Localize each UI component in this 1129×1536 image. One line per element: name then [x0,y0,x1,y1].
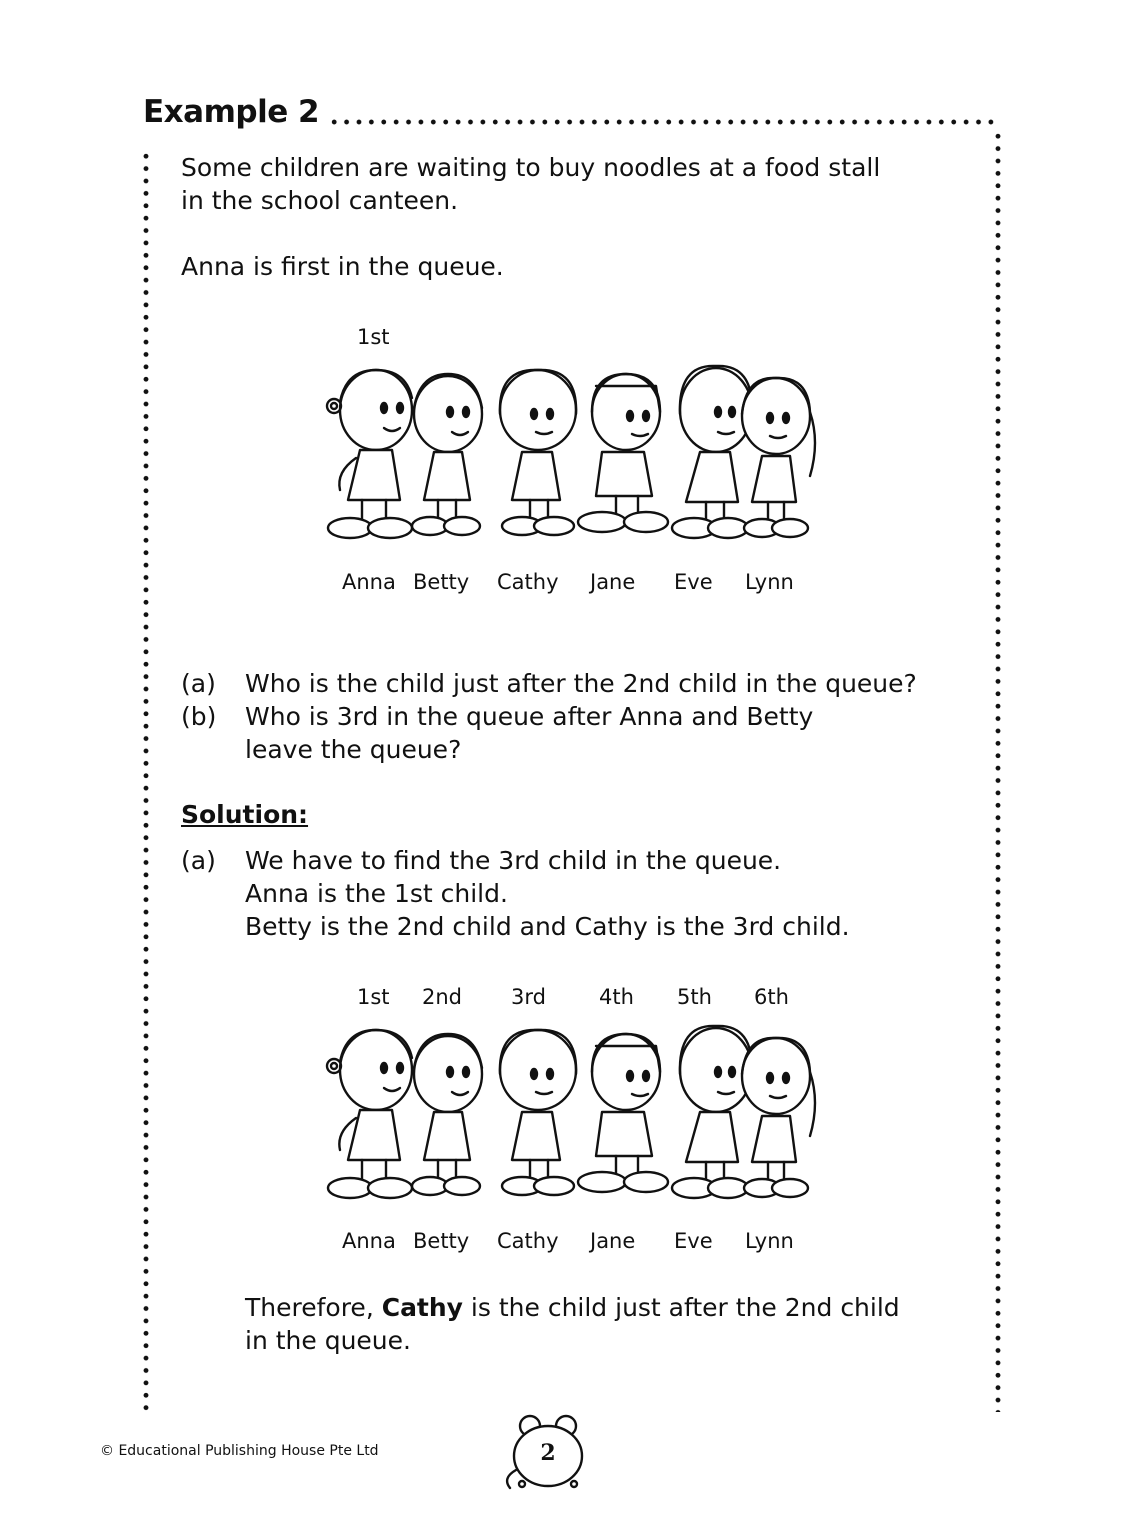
child-name-label: Lynn [745,1229,794,1253]
ordinal-label: 4th [599,985,634,1009]
child-figure [327,370,412,538]
ordinal-label: 3rd [511,985,546,1009]
child-figure [327,1030,412,1198]
ordinal-label: 1st [357,985,390,1009]
child-name-label: Cathy [497,1229,559,1253]
solution-line-3: Betty is the 2nd child and Cathy is the 3rd child. [245,912,850,941]
child-figure [500,1030,576,1195]
ordinal-label-1st: 1st [357,325,390,349]
child-name-label: Eve [674,1229,713,1253]
dotted-border-right [994,130,1002,1412]
intro-line-2: in the school canteen. [181,186,459,215]
dotted-border-left [142,150,150,1412]
question-a-text: Who is the child just after the 2nd child in the queue? [245,669,917,698]
intro-line-1: Some children are waiting to buy noodles at a food stall [181,153,881,182]
child-figure [578,1034,668,1192]
conclusion-answer: Cathy [381,1293,463,1322]
child-name-label: Jane [590,570,636,594]
solution-line-1: We have to find the 3rd child in the queue. [245,846,782,875]
child-figure [578,374,668,532]
question-b-line-1: Who is 3rd in the queue after Anna and Betty [245,702,814,731]
example-title: Example 2 [143,94,320,130]
dotted-border-top [328,118,998,126]
child-name-label: Betty [413,1229,470,1253]
anna-first-text: Anna is first in the queue. [181,252,504,281]
solution-heading: Solution: [181,800,309,829]
conclusion-post: is the child just after the 2nd child [462,1293,900,1322]
solution-line-2: Anna is the 1st child. [245,879,508,908]
ordinal-label: 2nd [422,985,463,1009]
question-a-label: (a) [181,669,216,698]
child-name-label: Betty [413,570,470,594]
conclusion-pre: Therefore, [245,1293,382,1322]
child-name-label: Lynn [745,570,794,594]
question-b-label: (b) [181,702,217,731]
children-queue-illustration [298,1022,828,1214]
child-figure [742,1038,815,1197]
page-number: 2 [540,1440,556,1466]
solution-a-label: (a) [181,846,216,875]
ordinal-label: 5th [677,985,712,1009]
child-figure [672,1026,752,1198]
child-name-label: Cathy [497,570,559,594]
child-figure [672,366,752,538]
child-figure [412,1034,482,1195]
children-queue-illustration [298,362,828,554]
conclusion-line-2: in the queue. [245,1326,411,1355]
child-name-label: Eve [674,570,713,594]
child-figure [412,374,482,535]
child-figure [500,370,576,535]
child-name-label: Jane [590,1229,636,1253]
copyright-text: © Educational Publishing House Pte Ltd [100,1443,379,1459]
child-name-label: Anna [342,570,396,594]
child-figure [742,378,815,537]
ordinal-label: 6th [754,985,789,1009]
child-name-label: Anna [342,1229,396,1253]
question-b-line-2: leave the queue? [245,735,462,764]
conclusion-line-1 [245,1291,900,1324]
